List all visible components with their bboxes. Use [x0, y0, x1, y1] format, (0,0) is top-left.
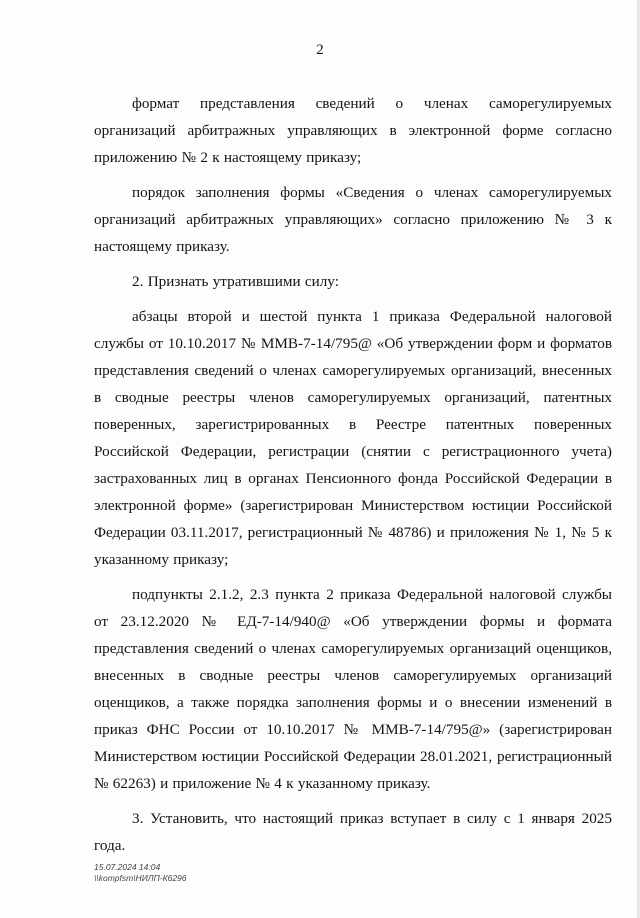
- page-number: 2: [316, 42, 324, 58]
- paragraph-item-2-heading: 2. Признать утратившими силу:: [132, 273, 339, 290]
- paragraph-format-appendix-2: формат представления сведений о членах саморегулируемых организаций арбитражных управляющих в электронной форме согласно приложению № 2 к настоящему приказу;: [94, 95, 612, 166]
- footer-timestamp: 15.07.2024 14:04: [94, 862, 161, 872]
- paragraph-repealed-order-2020: подпункты 2.1.2, 2.3 пункта 2 приказа Федеральной налоговой службы от 23.12.2020 № ЕД-7-14/940@ «Об утверждении формы и формата представления сведений о членах саморегулируемых организаций оценщиков, внесенных в сводные реестры членов саморегулируемых организаций оценщиков, а также порядка заполнения формы и о внесении изменений в приказ ФНС России от 10.10.2017 № ММВ-7-14/795@» (зарегистрирован Министерством юстиции Российской Федерации 28.01.2021, регистрационный № 62263) и приложение № 4 к указанному приказу.: [94, 586, 612, 792]
- document-body: [94, 90, 612, 859]
- paragraph-procedure-appendix-3: порядок заполнения формы «Сведения о членах саморегулируемых организаций арбитражных управляющих» согласно приложению № 3 к настоящему приказу.: [94, 184, 612, 255]
- footer-stamp: [94, 862, 187, 884]
- footer-file-reference: \\kompfsm\НИЛП-К6296: [94, 873, 187, 883]
- paragraph-repealed-order-2017: абзацы второй и шестой пункта 1 приказа Федеральной налоговой службы от 10.10.2017 № ММВ-7-14/795@ «Об утверждении форм и форматов представления сведений о членах саморегулируемых организаций, внесенных в сводные реестры членов саморегулируемых организаций, патентных поверенных, зарегистрированных в Реестре патентных поверенных Российской Федерации, регистрации (снятии с регистрационного учета) застрахованных лиц в органах Пенсионного фонда Российской Федерации в электронной форме» (зарегистрирован Министерством юстиции Российской Федерации 03.11.2017, регистрационный № 48786) и приложения № 1, № 5 к указанному приказу;: [94, 308, 612, 568]
- paragraph-item-3-effective-date: 3. Установить, что настоящий приказ вступает в силу с 1 января 2025 года.: [94, 810, 612, 854]
